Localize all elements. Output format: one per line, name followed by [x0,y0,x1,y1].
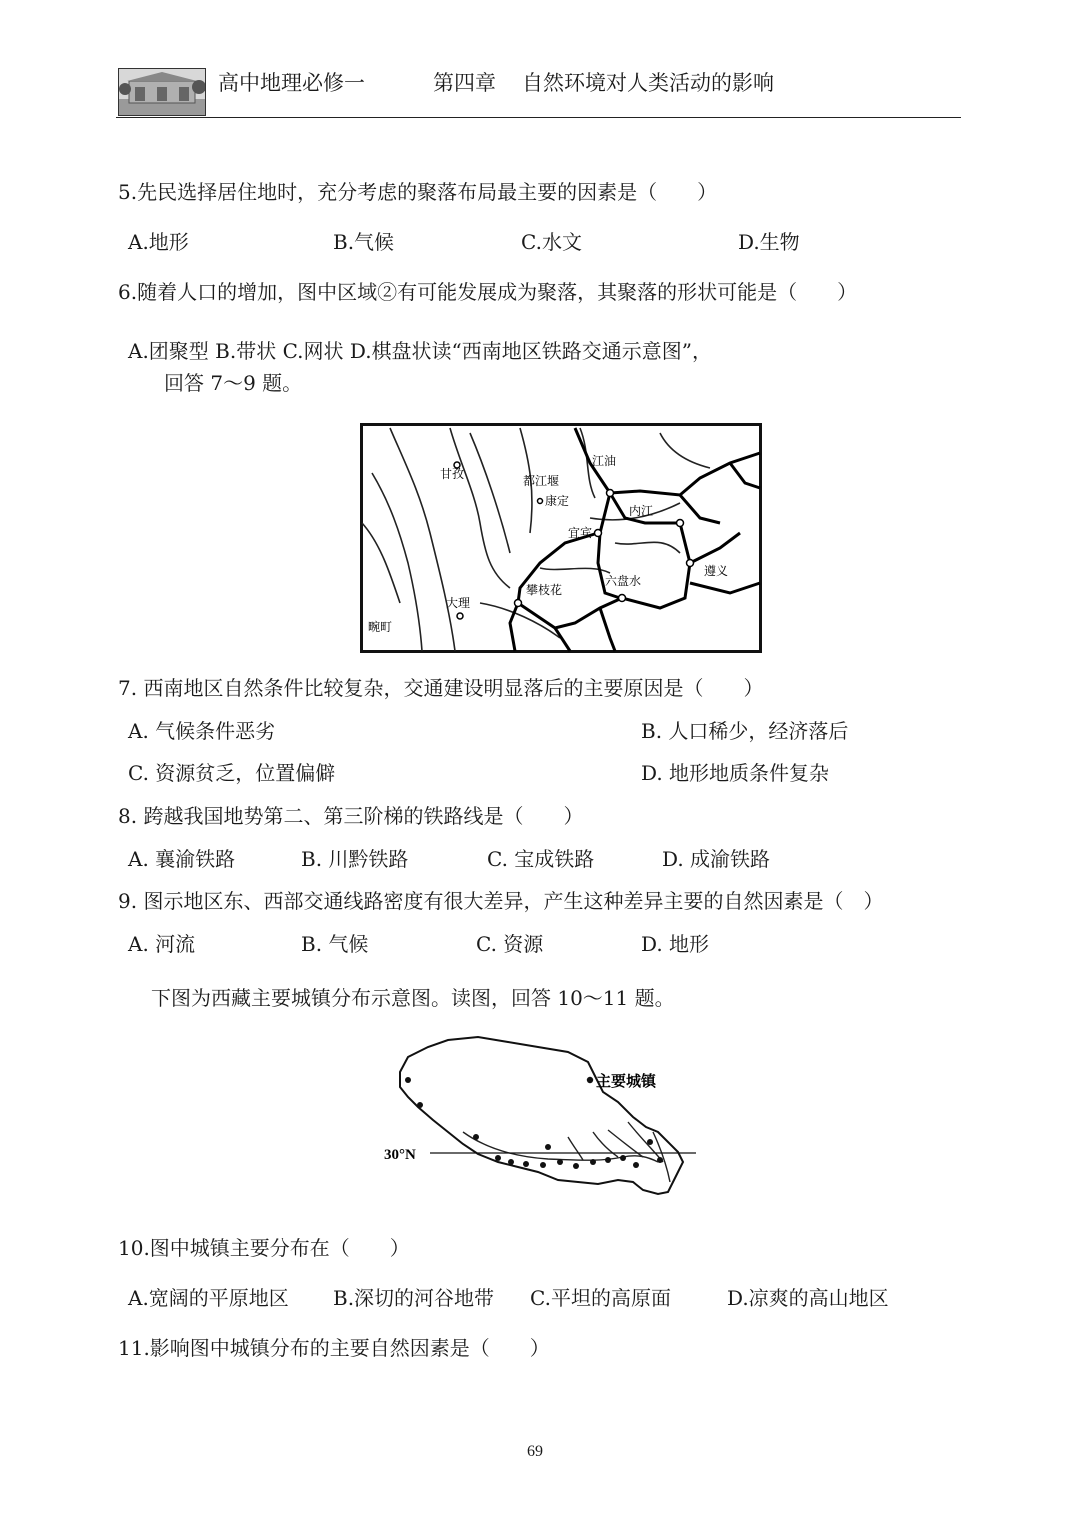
map-label-zunyi: 遵义 [704,564,729,578]
question-8-stem: 8. 跨越我国地势第二、第三阶梯的铁路线是（ ） [118,804,584,828]
question-10-option-d: D.凉爽的高山地区 [727,1286,889,1310]
map-label-neijiang: 内江 [629,504,654,518]
map-label-jiangyou: 江油 [592,454,617,468]
map-label-dujiangyan: 都江堰 [523,474,560,488]
question-8-option-d: D. 成渝铁路 [662,847,771,871]
map-label-panzhihua: 攀枝花 [526,583,563,597]
intro-questions-10-11: 下图为西藏主要城镇分布示意图。读图，回答 10～11 题。 [151,986,675,1010]
header-logo [118,68,206,116]
question-9-option-b: B. 气候 [301,932,369,956]
question-6-options: A.团聚型 B.带状 C.网状 D.棋盘状读“西南地区铁路交通示意图”， [128,339,713,363]
question-7-option-c: C. 资源贫乏，位置偏僻 [128,761,336,785]
question-10-option-a: A.宽阔的平原地区 [128,1286,289,1310]
question-7-option-a: A. 气候条件恶劣 [128,719,276,743]
header-chapter-title: 自然环境对人类活动的影响 [522,71,774,95]
latitude-30n-label: 30°N [384,1147,416,1163]
question-9-stem: 9. 图示地区东、西部交通线路密度有很大差异，产生这种差异主要的自然因素是（ ） [118,889,884,913]
question-5-option-a: A.地形 [128,230,189,254]
question-11-stem: 11.影响图中城镇分布的主要自然因素是（ ） [118,1336,550,1360]
question-5-stem: 5.先民选择居住地时，充分考虑的聚落布局最主要的因素是（ ） [118,180,718,204]
question-8-option-c: C. 宝成铁路 [487,847,595,871]
question-10-option-c: C.平坦的高原面 [530,1286,671,1310]
question-6-continuation: 回答 7～9 题。 [164,371,303,395]
map-label-liupanshui: 六盘水 [605,574,642,588]
question-5-option-d: D.生物 [738,230,800,254]
tibet-legend-label: 主要城镇 [596,1072,657,1090]
question-7-option-b: B. 人口稀少，经济落后 [641,719,849,743]
question-5-option-c: C.水文 [521,230,582,254]
map-label-yibin: 宜宾 [568,526,593,540]
header-divider [116,117,961,118]
map-label-ganzi: 甘孜 [440,467,465,481]
page-number: 69 [527,1443,543,1460]
header-chapter: 第四章 [433,71,496,95]
header-book-title: 高中地理必修一 [218,71,365,95]
question-7-option-d: D. 地形地质条件复杂 [641,761,830,785]
question-9-option-a: A. 河流 [128,932,196,956]
question-9-option-d: D. 地形 [641,932,710,956]
question-7-stem: 7. 西南地区自然条件比较复杂，交通建设明显落后的主要原因是（ ） [118,676,764,700]
question-6-stem: 6.随着人口的增加，图中区域②有可能发展成为聚落，其聚落的形状可能是（ ） [118,280,858,304]
question-8-option-b: B. 川黔铁路 [301,847,409,871]
question-10-stem: 10.图中城镇主要分布在（ ） [118,1236,410,1260]
tibet-outline [400,1037,683,1194]
map-label-kangding: 康定 [545,494,570,508]
map-label-dali: 大理 [446,596,471,610]
question-9-option-c: C. 资源 [476,932,544,956]
question-5-option-b: B.气候 [333,230,395,254]
question-10-option-b: B.深切的河谷地带 [333,1286,495,1310]
tibet-towns-map [378,1032,698,1200]
legend-town-dot [587,1077,593,1083]
question-8-option-a: A. 襄渝铁路 [128,847,236,871]
southwest-railway-map [360,423,762,653]
map-label-wanding: 畹町 [368,620,393,634]
